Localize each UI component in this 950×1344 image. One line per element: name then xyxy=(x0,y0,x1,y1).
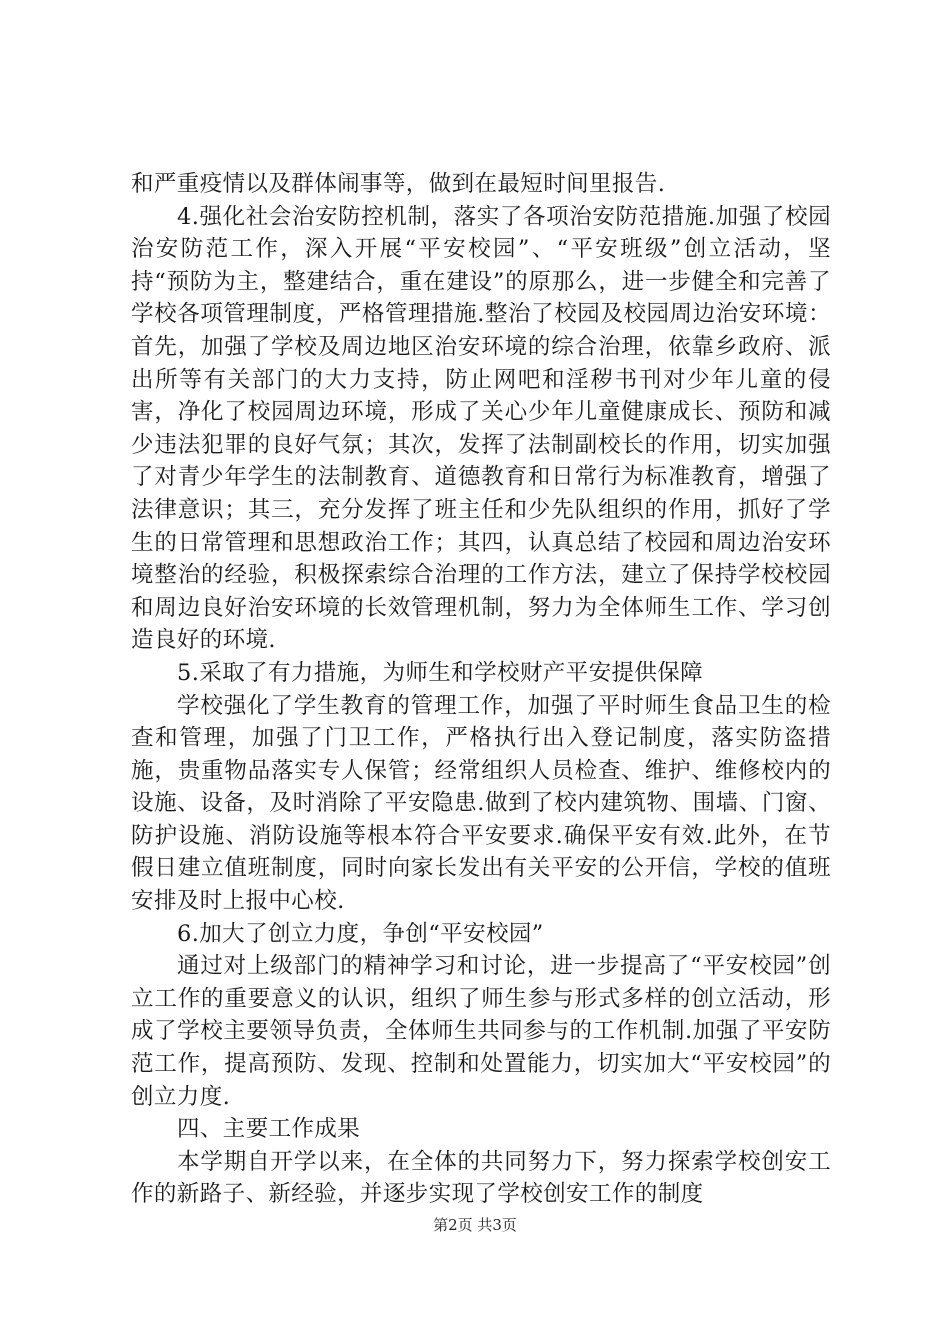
section-heading: 四、主要工作成果 xyxy=(177,1116,361,1143)
document-body xyxy=(131,168,831,1211)
paragraph-2: 4.强化社会治安防控机制，落实了各项治安防范措施.加强了校园治安防范工作，深入开展“平安校园”、“平安班级”创立活动，坚持“预防为主，整建结合，重在建设”的原那么，进一步健全和完善了学校各项管理制度，严格管理措施.整治了校园及校园周边治安环境：首先，加强了学校及周边地区治安环境的综合治理，依靠乡政府、派出所等有关部门的大力支持，防止网吧和淫秽书刊对少年儿童的侵害，净化了校园周边环境，形成了关心少年儿童健康成长、预防和减少违法犯罪的良好气氛；其次，发挥了法制副校长的作用，切实加强了对青少年学生的法制教育、道德教育和日常行为标准教育，增强了法律意识；其三，充分发挥了班主任和少先队组织的作用，抓好了学生的日常管理和思想政治工作；其四，认真总结了校园和周边治安环境整治的经验，积极探索综合治理的工作方法，建立了保持学校校园和周边良好治安环境的长效管理机制，努力为全体师生工作、学习创造良好的环境. xyxy=(131,203,831,654)
paragraph-4: 学校强化了学生教育的管理工作，加强了平时师生食品卫生的检查和管理，加强了门卫工作，严格执行出入登记制度，落实防盗措施，贵重物品落实专人保管；经常组织人员检查、维护、维修校内的设施、设备，及时消除了平安隐患.做到了校内建筑物、围墙、门窗、防护设施、消防设施等根本符合平安要求.确保平安有效.此外，在节假日建立值班制度，同时向家长发出有关平安的公开信，学校的值班安排及时上报中心校. xyxy=(131,692,831,915)
paragraph-1: 和严重疫情以及群体闹事等，做到在最短时间里报告. xyxy=(131,171,666,197)
page-number-footer: 第2页 共3页 xyxy=(433,1216,517,1234)
paragraph-5-heading: 6.加大了创立力度，争创“平安校园” xyxy=(177,920,544,947)
paragraph-6: 通过对上级部门的精神学习和讨论，进一步提高了“平安校园”创立工作的重要意义的认识，组织了师生参与形式多样的创立活动，形成了学校主要领导负责，全体师生共同参与的工作机制.加强了平安防范工作，提高预防、发现、控制和处置能力，切实加大“平安校园”的创立力度. xyxy=(131,953,831,1110)
paragraph-3-heading: 5.采取了有力措施，为师生和学校财产平安提供保障 xyxy=(177,659,704,686)
paragraph-8: 本学期自开学以来，在全体的共同努力下，努力探索学校创安工作的新路子、新经验，并逐步实现了学校创安工作的制度 xyxy=(131,1148,831,1208)
